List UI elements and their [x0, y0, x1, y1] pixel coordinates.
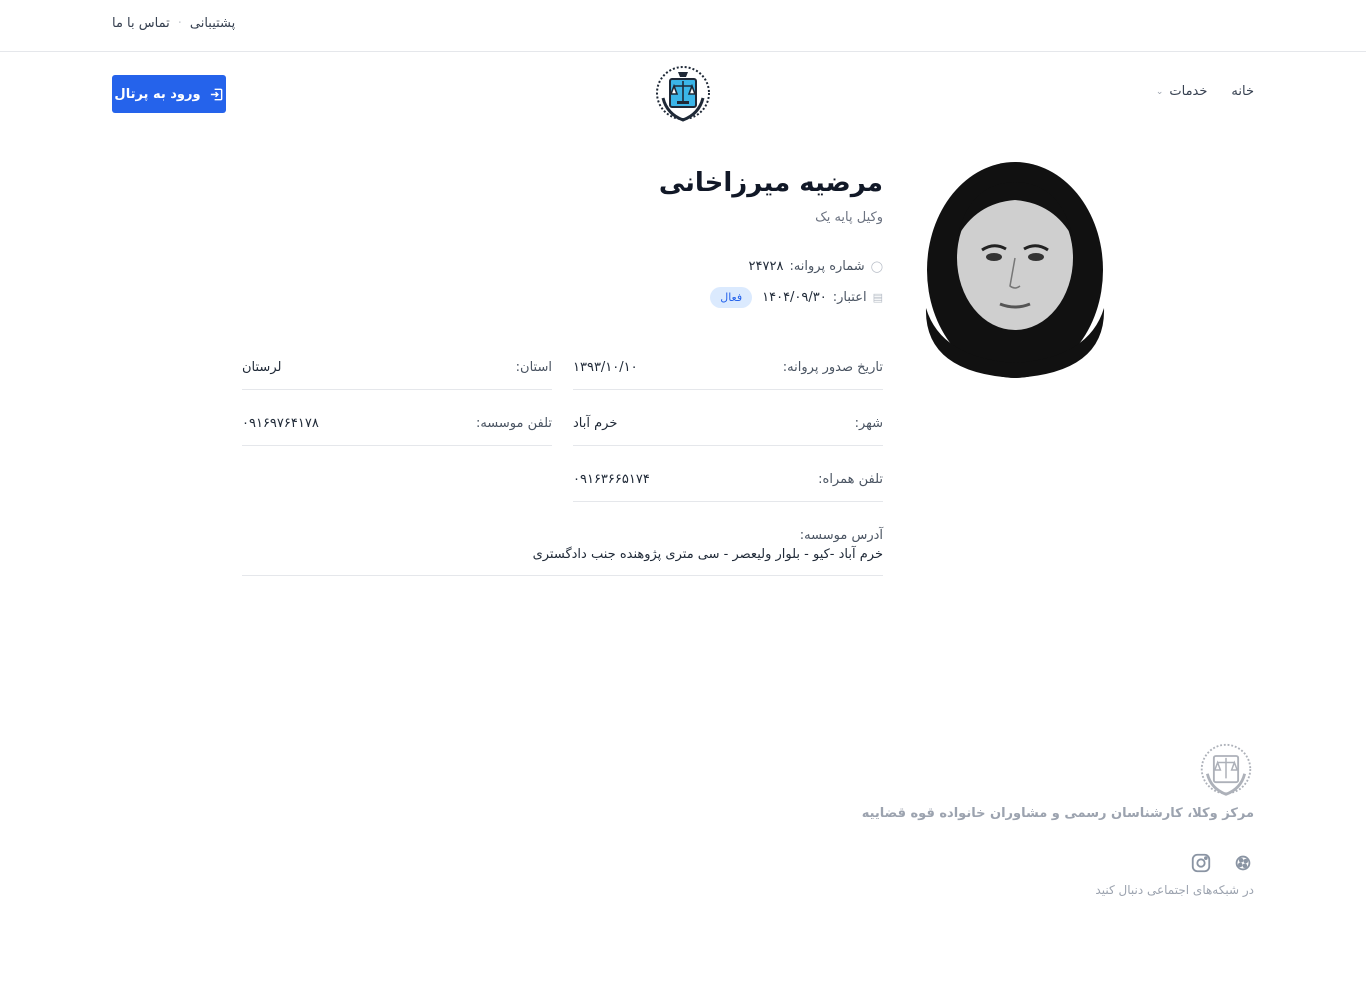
license-label: شماره پروانه: [789, 259, 865, 274]
aparat-icon[interactable] [1232, 852, 1254, 874]
city-value: خرم آباد [573, 416, 618, 431]
follow-text: در شبکه‌های اجتماعی دنبال کنید [1095, 883, 1254, 897]
login-portal-button[interactable] [112, 75, 226, 113]
main-nav [1156, 84, 1254, 99]
nav-home-label: خانه [1231, 84, 1254, 99]
nav-services[interactable] [1156, 84, 1208, 99]
issue-date-label: تاریخ صدور پروانه: [782, 360, 883, 375]
address-label: آدرس موسسه: [799, 528, 883, 543]
validity-row [710, 287, 883, 308]
lawyer-photo [924, 158, 1106, 380]
city-label: شهر: [854, 416, 883, 431]
nav-home[interactable] [1231, 84, 1254, 99]
nav-services-label: خدمات [1169, 84, 1208, 99]
mobile-field [573, 472, 883, 502]
judiciary-logo[interactable] [653, 64, 713, 124]
office-phone-label: تلفن موسسه: [475, 416, 552, 431]
address-field [242, 528, 883, 576]
mobile-label: تلفن همراه: [818, 472, 883, 487]
instagram-icon[interactable] [1190, 852, 1212, 874]
login-portal-label: ورود به پرتال [114, 86, 201, 102]
social-links [1190, 852, 1254, 874]
lawyer-name: مرضیه میرزاخانی [658, 168, 883, 198]
province-value: لرستان [242, 360, 282, 375]
province-field [242, 360, 552, 390]
check-circle-icon: ◯ [870, 260, 883, 273]
link-separator: · [177, 16, 182, 31]
support-link[interactable]: پشتیبانی [189, 16, 236, 31]
status-badge: فعال [710, 287, 752, 308]
office-phone-field [242, 416, 552, 446]
chevron-down-icon: ⌄ [1155, 86, 1164, 97]
mobile-value[interactable]: ۰۹۱۶۳۶۶۵۱۷۴ [573, 472, 650, 487]
validity-label: اعتبار: [832, 290, 867, 305]
validity-value: ۱۴۰۴/۰۹/۳۰ [762, 290, 827, 305]
province-label: استان: [515, 360, 552, 375]
city-field [573, 416, 883, 446]
contact-link[interactable]: تماس با ما [112, 16, 170, 31]
footer-logo [1198, 742, 1254, 798]
top-bar [0, 0, 1366, 52]
issue-date-field [573, 360, 883, 390]
office-phone-value[interactable]: ۰۹۱۶۹۷۶۴۱۷۸ [242, 416, 319, 431]
footer-org-name: مرکز وکلا، کارشناسان رسمی و مشاوران خانواده قوه قضاییه [861, 806, 1254, 821]
login-icon [209, 87, 224, 102]
top-links [112, 16, 235, 31]
license-row [749, 259, 883, 274]
calendar-icon: ▤ [872, 291, 883, 304]
issue-date-value: ۱۳۹۳/۱۰/۱۰ [573, 360, 638, 375]
lawyer-title: وکیل پایه یک [815, 210, 883, 225]
address-value: خرم آباد -کیو - بلوار ولیعصر - سی متری پژوهنده جنب دادگستری [532, 547, 883, 562]
license-value: ۲۴۷۲۸ [748, 259, 784, 274]
